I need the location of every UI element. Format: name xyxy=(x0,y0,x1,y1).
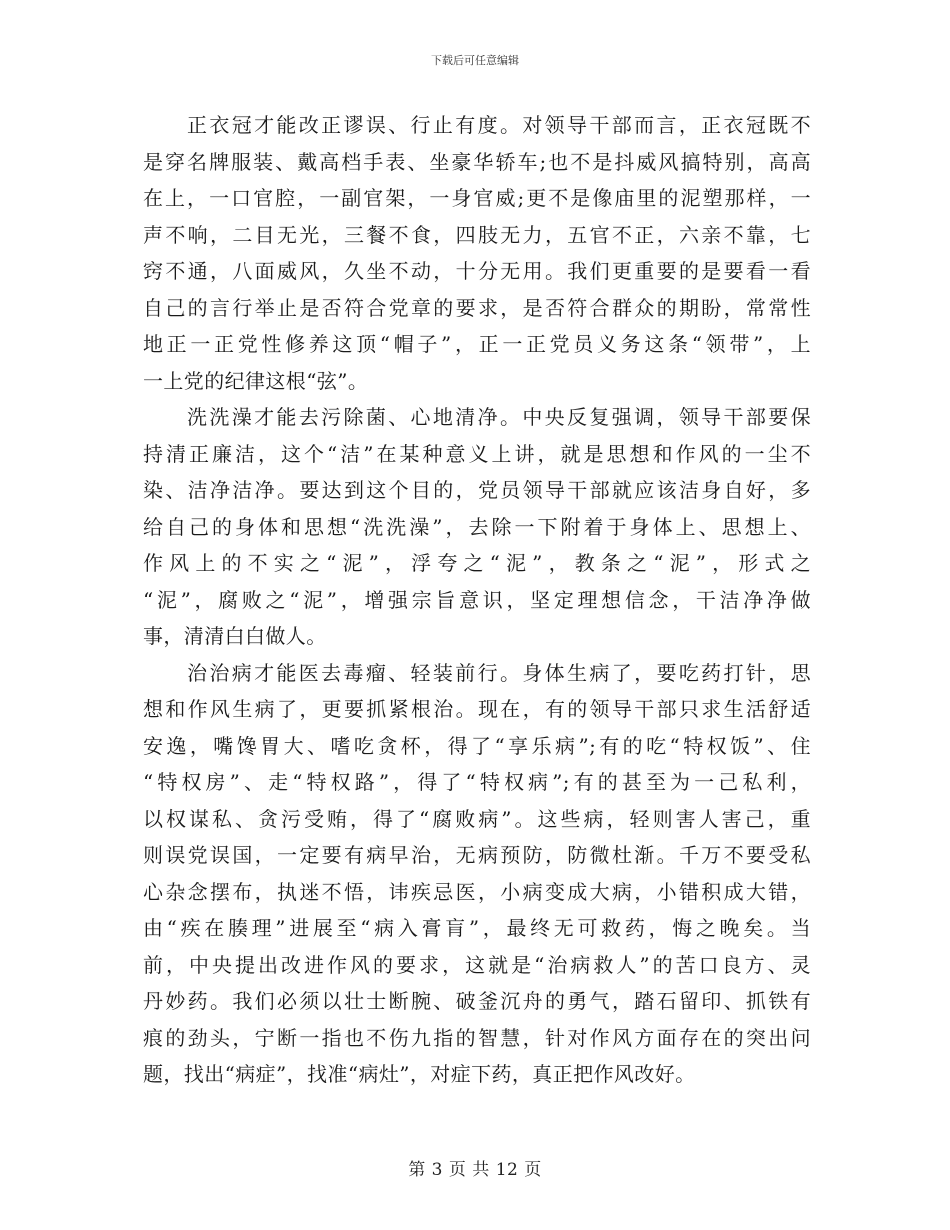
text-line: 治治病才能医去毒瘤、轻装前行。身体生病了，要吃药打针，思 xyxy=(187,660,811,685)
text-line: “特权房”、走“特权路”，得了“特权病”;有的甚至为一己私利， xyxy=(143,770,811,794)
text-line: 染、洁净洁净。要达到这个目的，党员领导干部就应该洁身自好，多 xyxy=(143,478,811,502)
text-line: 给自己的身体和思想“洗洗澡”，去除一下附着于身体上、思想上、 xyxy=(143,514,811,539)
text-line: 安逸，嘴馋胃大、嗜吃贪杯，得了“享乐病”;有的吃“特权饭”、住 xyxy=(143,733,811,758)
text-line: 题，找出“病症”，找准“病灶”，对症下药，真正把作风改好。 xyxy=(143,1062,696,1086)
page-header: 下载后可任意编辑 xyxy=(431,54,519,67)
text-line: 前，中央提出改进作风的要求，这就是“治病救人”的苦口良方、灵 xyxy=(143,952,811,977)
text-line: 自己的言行举止是否符合党章的要求，是否符合群众的期盼，常常性 xyxy=(143,295,811,320)
text-line: 痕的劲头，宁断一指也不伤九指的智慧，针对作风方面存在的突出问 xyxy=(143,1025,811,1050)
text-line: 是穿名牌服装、戴高档手表、坐豪华轿车;也不是抖威风搞特别，高高 xyxy=(143,149,811,174)
text-line: 洗洗澡才能去污除菌、心地清净。中央反复强调，领导干部要保 xyxy=(187,405,811,429)
text-line: 声不响，二目无光，三餐不食，四肢无力，五官不正，六亲不靠，七 xyxy=(143,222,811,247)
paragraph xyxy=(143,399,811,655)
text-line: 窍不通，八面威风，久坐不动，十分无用。我们更重要的是要看一看 xyxy=(143,259,811,283)
text-line: 持清正廉洁，这个“洁”在某种意义上讲，就是思想和作风的一尘不 xyxy=(143,441,811,466)
text-line: 地正一正党性修养这顶“帽子”，正一正党员义务这条“领带”，上 xyxy=(143,332,811,356)
page-number: 第 3 页 共 12 页 xyxy=(408,1160,542,1180)
text-line: 一上党的纪律这根“弦”。 xyxy=(143,368,369,393)
text-line: 想和作风生病了，更要抓紧根治。现在，有的领导干部只求生活舒适 xyxy=(143,697,811,721)
text-line: 丹妙药。我们必须以壮士断腕、破釜沉舟的勇气，踏石留印、抓铁有 xyxy=(143,989,811,1013)
text-line: 由“疾在腠理”进展至“病入膏肓”，最终无可救药，悔之晚矣。当 xyxy=(143,916,811,940)
paragraph xyxy=(143,655,811,1093)
document-body xyxy=(143,107,811,1093)
text-line: 事，清清白白做人。 xyxy=(143,624,327,648)
text-line: 在上，一口官腔，一副官架，一身官威;更不是像庙里的泥塑那样，一 xyxy=(143,186,811,210)
text-line: 正衣冠才能改正谬误、行止有度。对领导干部而言，正衣冠既不 xyxy=(187,113,811,137)
text-line: 作风上的不实之“泥”，浮夸之“泥”，教条之“泥”，形式之 xyxy=(143,551,811,575)
text-line: 心杂念摆布，执迷不悟，讳疾忌医，小病变成大病，小错积成大错， xyxy=(143,879,811,904)
paragraph xyxy=(143,107,811,399)
text-line: “泥”，腐败之“泥”，增强宗旨意识，坚定理想信念，干洁净净做 xyxy=(143,587,811,612)
text-line: 以权谋私、贪污受贿，得了“腐败病”。这些病，轻则害人害己，重 xyxy=(143,806,811,831)
text-line: 则误党误国，一定要有病早治，无病预防，防微杜渐。千万不要受私 xyxy=(143,843,811,867)
